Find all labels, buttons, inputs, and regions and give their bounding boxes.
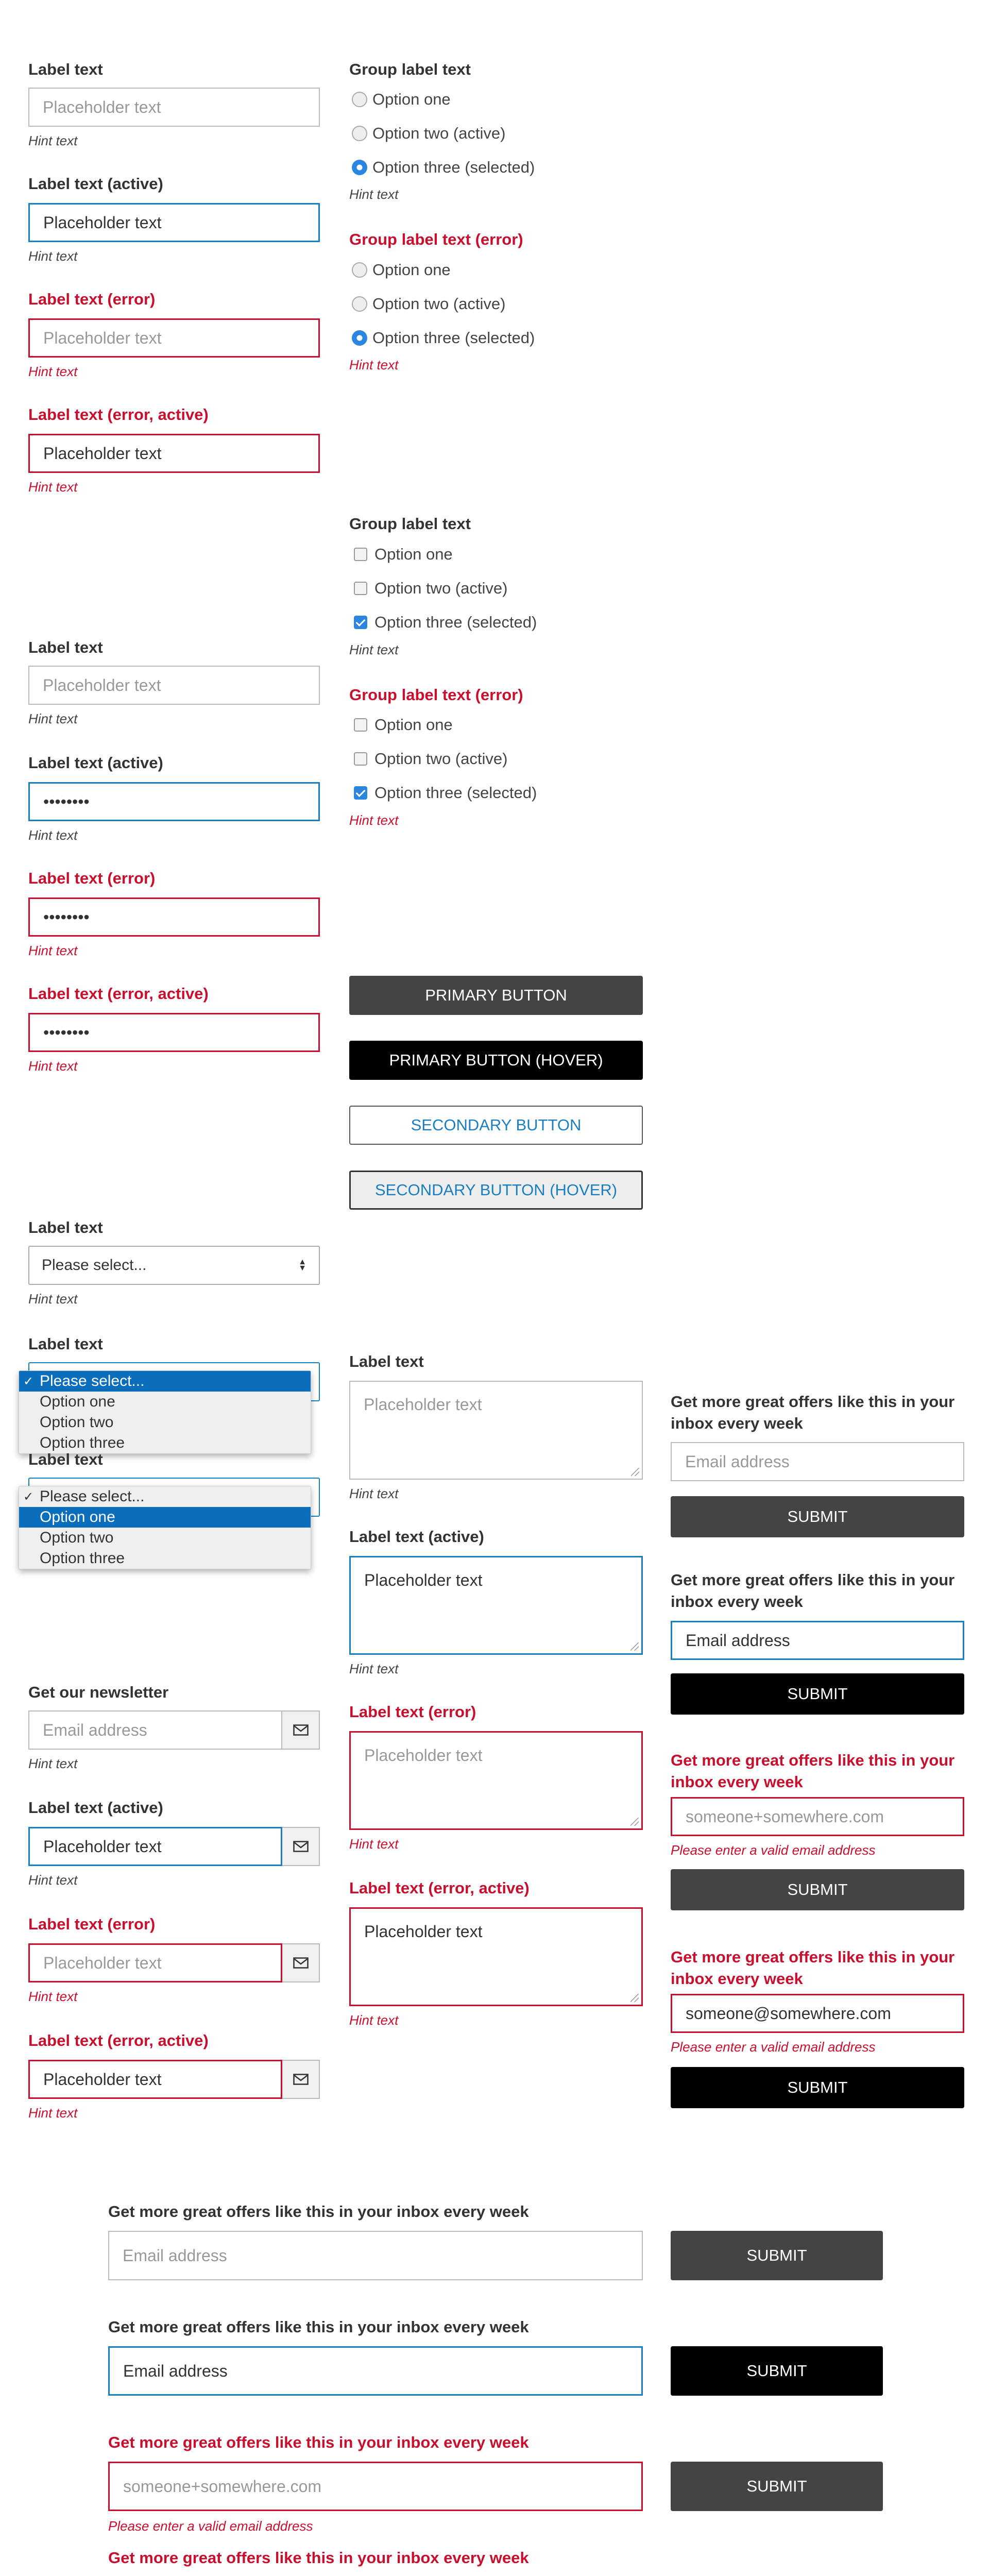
hint-text: Hint text [349,642,399,657]
select-arrows-icon: ▲ ▼ [298,1258,306,1273]
group-label: Group label text [349,60,471,78]
checkbox-checked-icon [354,616,367,629]
select-option[interactable]: ✓ Please select... [23,1488,145,1505]
hint-text-error: Hint text [28,2105,78,2121]
error-message: Please enter a valid email address [108,2518,313,2534]
offer-label-error: Get more great offers like this in your inbox every week [671,1751,955,1791]
hint-text-error: Hint text [349,1836,399,1852]
envelope-icon [293,1957,309,1969]
field-label: Label text (active) [349,1528,484,1546]
newsletter-submit-button[interactable] [282,1943,320,1982]
checkbox-icon [354,582,367,595]
radio-option-selected[interactable]: Option three (selected) [352,158,535,177]
offer-email-input[interactable]: Email address [671,1442,964,1481]
field-label-error: Label text (error, active) [28,405,209,423]
text-input-active[interactable]: Placeholder text [28,203,320,242]
textarea-error[interactable]: Placeholder text [349,1731,643,1830]
checkbox-icon [354,548,367,561]
offer-email-input-active[interactable]: Email address [671,1621,964,1660]
offer-label-error: Get more great offers like this in your inbox every week [108,2549,529,2567]
field-label-error: Label text (error) [28,290,156,308]
hint-text-error: Hint text [28,943,78,958]
text-input[interactable]: Placeholder text [28,88,320,127]
hint-text-error: Hint text [28,1058,78,1074]
field-label-error: Label text (error, active) [349,1879,530,1897]
field-label-error: Label text (error) [28,1915,156,1933]
field-label-error: Label text (error, active) [28,2031,209,2049]
check-icon: ✓ [23,1374,34,1388]
field-label-error: Label text (error) [349,1703,476,1721]
hint-text: Hint text [349,1486,399,1501]
select-option[interactable]: ✓ Please select... [19,1371,311,1392]
field-label: Label text (active) [28,175,163,193]
hint-text-error: Hint text [349,357,399,372]
password-input-active[interactable]: •••••••• [28,782,320,821]
text-input-error[interactable]: Placeholder text [28,318,320,358]
field-label: Label text [28,638,103,656]
checkbox-checked-icon [354,786,367,800]
text-input-error-active[interactable]: Placeholder text [28,434,320,473]
offer-submit-button[interactable]: SUBMIT [671,1673,964,1715]
textarea[interactable]: Placeholder text [349,1381,643,1480]
field-label: Label text [349,1352,424,1370]
offer-submit-button[interactable]: SUBMIT [671,1496,964,1537]
newsletter-submit-button[interactable] [282,1710,320,1750]
field-label-error: Label text (error, active) [28,985,209,1003]
offer-label: Get more great offers like this in your inbox every week [671,1393,955,1432]
textarea-error-active[interactable]: Placeholder text [349,1907,643,2006]
newsletter-submit-button[interactable] [282,1827,320,1866]
hint-text: Hint text [28,133,78,148]
hint-text-error: Hint text [28,479,78,495]
resize-grip-icon[interactable] [631,1468,639,1476]
field-label: Label text [28,1335,103,1353]
checkbox-icon [354,752,367,766]
checkbox-option[interactable]: Option one [354,545,453,564]
select-options-list [19,1486,311,1569]
radio-selected-icon [352,330,367,346]
offer-label: Get more great offers like this in your inbox every week [108,2318,529,2336]
envelope-icon [293,1724,309,1736]
field-label: Label text (active) [28,1799,163,1817]
radio-option[interactable]: Option two (active) [352,124,505,143]
offer-label-error: Get more great offers like this in your inbox every week [671,1948,955,1988]
offer-label: Get more great offers like this in your inbox every week [671,1571,955,1611]
field-label-error: Label text (error) [28,869,156,887]
offer-submit-button[interactable]: SUBMIT [671,2462,883,2511]
primary-button[interactable]: PRIMARY BUTTON [349,976,643,1015]
select-dropdown[interactable]: Please select... ▲ ▼ [28,1246,320,1285]
envelope-icon [293,1841,309,1852]
checkbox-icon [354,718,367,732]
field-label: Label text (active) [28,754,163,772]
checkbox-option-checked[interactable]: Option three (selected) [354,613,537,632]
checkbox-option[interactable]: Option two (active) [354,750,507,768]
offer-email-input[interactable]: Email address [108,2231,643,2280]
select-option[interactable]: Option two [40,1529,114,1546]
offer-email-input-active[interactable]: Email address [108,2346,643,2396]
select-options-list [19,1370,311,1454]
checkbox-option[interactable]: Option one [354,716,453,734]
group-label-error: Group label text (error) [349,230,523,248]
offer-submit-button[interactable]: SUBMIT [671,2067,964,2108]
offer-email-input-error[interactable]: someone+somewhere.com [108,2462,643,2511]
offer-label-error: Get more great offers like this in your inbox every week [108,2433,529,2451]
resize-grip-icon[interactable] [630,1642,639,1651]
offer-email-input-error-active[interactable]: someone@somewhere.com [671,1994,964,2033]
radio-icon [352,92,367,107]
textarea-active[interactable]: Placeholder text [349,1556,643,1655]
hint-text-error: Hint text [349,812,399,828]
hint-text: Hint text [28,248,78,264]
radio-option[interactable]: Option two (active) [352,295,505,313]
newsletter-label: Get our newsletter [28,1683,169,1701]
hint-text-error: Hint text [28,364,78,379]
field-label: Label text [28,1218,103,1236]
offer-label: Get more great offers like this in your inbox every week [108,2202,529,2221]
radio-option-selected[interactable]: Option three (selected) [352,329,535,347]
radio-option[interactable]: Option one [352,90,451,109]
hint-text: Hint text [28,827,78,843]
offer-email-input-error[interactable]: someone+somewhere.com [671,1797,964,1836]
select-option[interactable]: Option one [19,1507,311,1528]
check-icon: ✓ [23,1489,34,1504]
radio-icon [352,262,367,278]
checkbox-option[interactable]: Option two (active) [354,579,507,598]
radio-icon [352,296,367,312]
secondary-button-hover[interactable]: SECONDARY BUTTON (HOVER) [349,1171,643,1210]
primary-button-hover[interactable]: PRIMARY BUTTON (HOVER) [349,1041,643,1080]
checkbox-option-checked[interactable]: Option three (selected) [354,784,537,802]
error-message: Please enter a valid email address [671,2039,876,2055]
newsletter-email-input-active[interactable]: Placeholder text [28,1827,282,1866]
select-option[interactable]: Option three [40,1434,125,1451]
newsletter-email-input[interactable]: Email address [28,1710,282,1750]
hint-text: Hint text [28,711,78,726]
error-message: Please enter a valid email address [671,1842,876,1858]
hint-text: Hint text [349,1661,399,1676]
hint-text: Hint text [349,187,399,202]
secondary-button[interactable]: SECONDARY BUTTON [349,1106,643,1145]
newsletter-email-input-error[interactable]: Placeholder text [28,1943,282,1982]
newsletter-submit-button[interactable] [282,2060,320,2099]
password-input[interactable]: Placeholder text [28,666,320,705]
select-option[interactable]: Option two [40,1414,114,1431]
field-label: Label text [28,60,103,78]
offer-submit-button[interactable]: SUBMIT [671,2231,883,2280]
hint-text: Hint text [28,1291,78,1307]
hint-text: Hint text [28,1872,78,1888]
newsletter-email-input-error-active[interactable]: Placeholder text [28,2060,282,2099]
password-input-error-active[interactable]: •••••••• [28,1013,320,1052]
offer-submit-button[interactable]: SUBMIT [671,1869,964,1910]
select-option[interactable]: Option one [40,1393,115,1410]
group-label-error: Group label text (error) [349,686,523,704]
envelope-icon [293,2074,309,2085]
resize-grip-icon[interactable] [630,1818,639,1826]
hint-text: Hint text [28,1756,78,1771]
offer-submit-button[interactable]: SUBMIT [671,2346,883,2396]
radio-selected-icon [352,160,367,175]
group-label: Group label text [349,515,471,533]
resize-grip-icon[interactable] [630,1994,639,2002]
radio-icon [352,126,367,141]
field-label: Label text [28,1450,103,1468]
radio-option[interactable]: Option one [352,261,451,279]
select-option[interactable]: Option three [40,1550,125,1567]
hint-text-error: Hint text [28,1989,78,2004]
password-input-error[interactable]: •••••••• [28,897,320,937]
hint-text-error: Hint text [349,2012,399,2028]
